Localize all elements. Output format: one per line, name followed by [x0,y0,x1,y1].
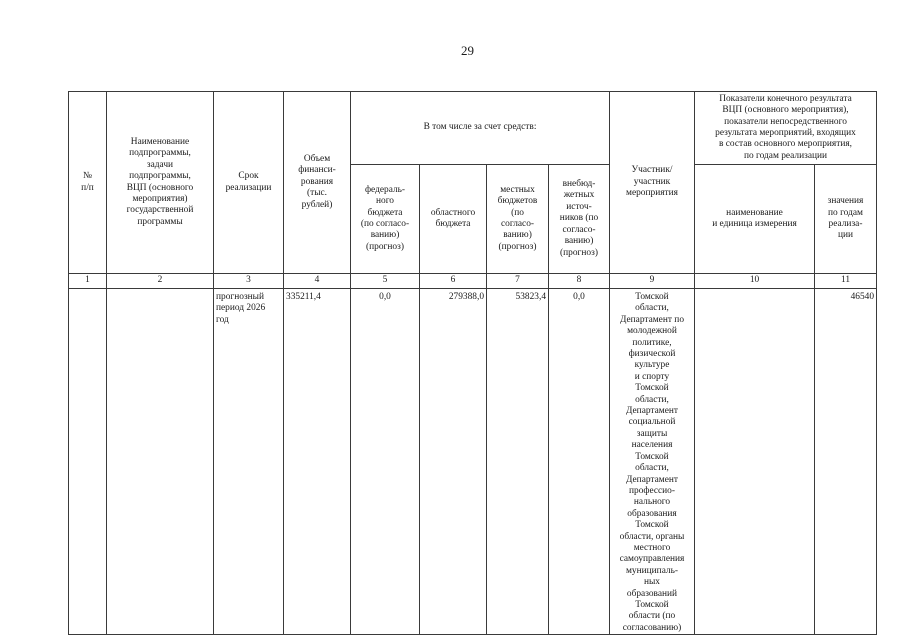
column-number: 4 [284,274,351,289]
cell-period: прогнозный период 2026 год [214,289,284,635]
cell-regional-budget: 279388,0 [420,289,487,635]
header-indicator-name: наименование и единица измерения [695,165,815,274]
program-table-frame [68,91,876,633]
column-number: 10 [695,274,815,289]
header-program-name: Наименование подпрограммы, задачи подпрограммы, ВЦП (основного мероприятия) государственной программы [107,92,214,274]
table-row [69,289,877,635]
column-number: 3 [214,274,284,289]
header-group-funding-sources: В том числе за счет средств: [351,92,610,165]
cell-local-budgets: 53823,4 [487,289,549,635]
cell-indicator-value: 46540 [815,289,877,635]
page-number: 29 [461,43,474,58]
cell-row-number [69,289,107,635]
program-table [68,91,877,635]
column-number: 9 [610,274,695,289]
column-number: 6 [420,274,487,289]
header-local-budgets: местных бюджетов (по согласо- ванию) (прогноз) [487,165,549,274]
header-row-number: № п/п [69,92,107,274]
column-number: 11 [815,274,877,289]
header-participant: Участник/ участник мероприятия [610,92,695,274]
header-period: Срок реализации [214,92,284,274]
cell-extrabudgetary: 0,0 [549,289,610,635]
cell-program-name [107,289,214,635]
cell-indicator-name [695,289,815,635]
cell-participant: Томской области, Департамент по молодежной политике, физической культуре и спорту Томской области, Департамент социальной защиты населения Томской области, Департамент профессио- нального образования Томской области, органы местного самоуправления муниципаль- ных образований Томской области (по согласованию) [610,289,695,635]
column-number-row [69,274,877,289]
header-financing-total: Объем финанси- рования (тыс. рублей) [284,92,351,274]
cell-financing-total: 335211,4 [284,289,351,635]
header-federal-budget: федераль- ного бюджета (по согласо- ванию) (прогноз) [351,165,420,274]
header-regional-budget: областного бюджета [420,165,487,274]
header-group-indicators: Показатели конечного результата ВЦП (основного мероприятия), показатели непосредственного результата мероприятий, входящих в состав основного мероприятия, по годам реализации [695,92,877,165]
header-indicator-values: значения по годам реализа- ции [815,165,877,274]
cell-federal-budget: 0,0 [351,289,420,635]
column-number: 7 [487,274,549,289]
column-number: 8 [549,274,610,289]
column-number: 5 [351,274,420,289]
column-number: 1 [69,274,107,289]
column-number: 2 [107,274,214,289]
header-extrabudgetary: внебюд- жетных источ- ников (по согласо- ванию) (прогноз) [549,165,610,274]
